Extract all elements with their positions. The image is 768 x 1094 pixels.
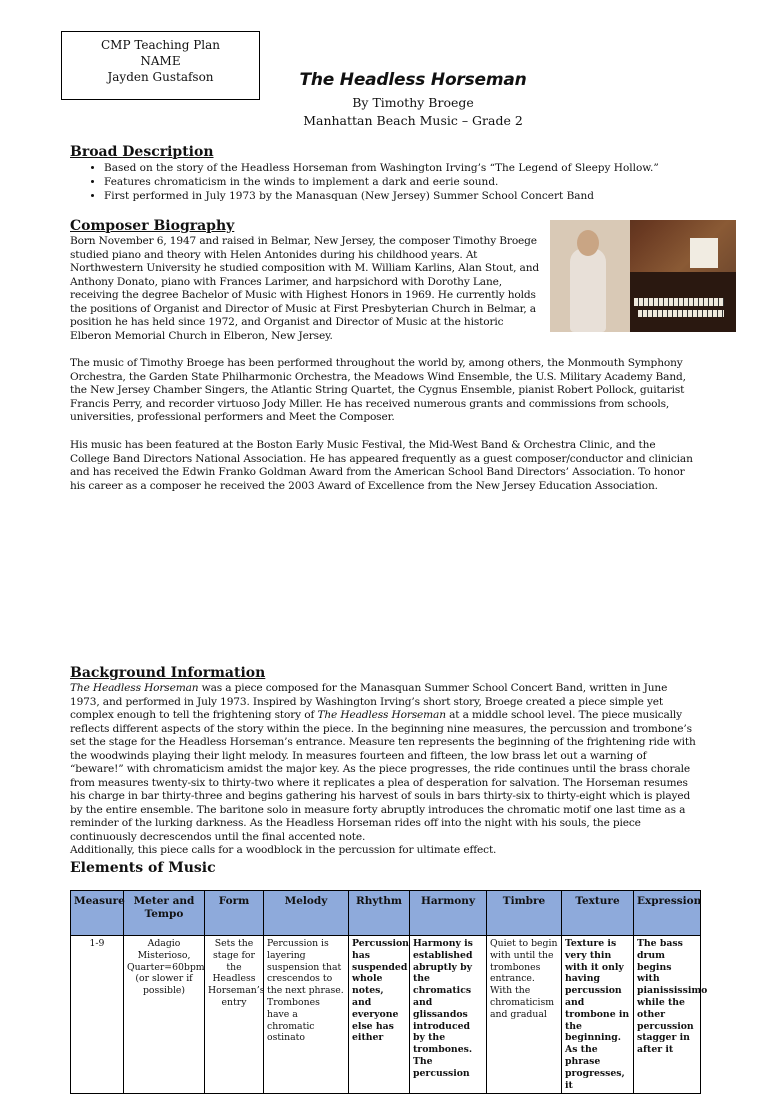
list-item: • First performed in July 1973 by the Manasquan (New Jersey) Summer School Concert Band [104, 189, 724, 203]
table-cell: Percussion has suspended whole notes, and everyone else has either [349, 936, 410, 1094]
plan-label: CMP Teaching Plan [101, 38, 220, 52]
background-paragraph [70, 682, 696, 858]
column-header: Form [205, 891, 264, 936]
table-cell: Percussion is layering suspension that crescendos to the next phrase. Trombones have a chromatic ostinato [264, 936, 349, 1094]
broad-description-heading: Broad Description [70, 144, 214, 160]
composer-biography-heading: Composer Biography [70, 218, 235, 234]
publisher-grade: Manhattan Beach Music – Grade 2 [303, 113, 523, 128]
list-item: • Based on the story of the Headless Horseman from Washington Irving’s “The Legend of Sleepy Hollow.” [104, 161, 724, 175]
table-cell: 1-9 [71, 936, 124, 1094]
table-cell: The bass drum begins with pianississimo while the other percussion stagger in after it [634, 936, 701, 1094]
column-header: Timbre [487, 891, 562, 936]
elements-of-music-heading: Elements of Music [70, 860, 216, 876]
table-cell: Harmony is established abruptly by the chromatics and glissandos introduced by the trombones. The percussion [410, 936, 487, 1094]
composer-photo [550, 220, 736, 332]
background-text-3: Additionally, this piece calls for a woodblock in the percussion for ultimate effect. [70, 844, 497, 856]
name-label: NAME [140, 54, 181, 68]
table-cell: Sets the stage for the Headless Horseman’s entry [205, 936, 264, 1094]
biography-paragraph-2: The music of Timothy Broege has been performed throughout the world by, among others, the Monmouth Symphony Orchestra, the Garden State Philharmonic Orchestra, the Meadows Wind Ensemble, the U.S. Military Academy Band, the New Jersey Chamber Singers, the Atlantic String Quartet, the Cygnus Ensemble, pianist Robert Pollock, guitarist Francis Perry, and recorder virtuoso Jody Miller. He has received numerous grants and commissions from schools, universities, professional performers and Meet the Composer. [70, 357, 686, 423]
background-text-2: at a middle school level. The piece musically reflects different aspects of the story within the piece. In the beginning nine measures, the percussion and trombone’s set the stage for the Headless Horseman’s entrance. Measure ten represents the beginning of the frightening ride with the woodwinds playing their light melody. In measures fourteen and fifteen, the low brass let out a warning of “beware!” with chromaticism amidst the major key. As the piece progresses, the ride continues until the brass chorale from measures twenty-six to thirty-two where it replicates a plea of desperation for salvation. The Horseman resumes his charge in bar thirty-three and begins gathering his harvest of souls in bars thirty-six to thirty-eight which is played by the entire ensemble. The baritone solo in measure forty abruptly introduces the chromatic motif one last time as a reminder of the lurking darkness. As the Headless Horseman rides off into the night with his souls, the piece continuously decrescendos until the final accented note. [70, 709, 696, 843]
document-title: The Headless Horseman [299, 70, 527, 90]
elements-of-music-table [70, 890, 708, 1094]
biography-paragraph-3: His music has been featured at the Boston Early Music Festival, the Mid-West Band & Orchestra Clinic, and the College Band Directors National Association. He has appeared frequently as a guest composer/conductor and clinician and has received the Edwin Franko Goldman Award from the American School Band Directors’ Association. To honor his career as a composer he received the 2003 Award of Excellence from the New Jersey Education Association. [70, 439, 693, 492]
column-header: Measure [71, 891, 124, 936]
table-row [71, 936, 701, 1094]
student-name: Jayden Gustafson [107, 70, 214, 84]
table-cell: Quiet to begin with until the trombones entrance. With the chromaticism and gradual [487, 936, 562, 1094]
table-header-row [71, 891, 701, 936]
column-header: Meter and Tempo [124, 891, 205, 936]
piece-title-italic: The Headless Horseman [70, 682, 199, 694]
table-cell: Texture is very thin with it only having percussion and trombone in the beginning. As the phrase progresses, it [562, 936, 634, 1094]
biography-paragraph-1: Born November 6, 1947 and raised in Belmar, New Jersey, the composer Timothy Broege studied piano and theory with Helen Antonides during his childhood years. At Northwestern University he studied composition with M. William Karlins, Alan Stout, and Anthony Donato, piano with Frances Larimer, and harpsichord with Dorothy Lane, receiving the degree Bachelor of Music with Highest Honors in 1969. He currently holds the positions of Organist and Director of Music at First Presbyterian Church in Belmar, a position he has held since 1972, and Organist and Director of Music at the historic Elberon Memorial Church in Elberon, New Jersey. [70, 235, 540, 342]
byline: By Timothy Broege [352, 95, 474, 110]
background-information-heading: Background Information [70, 665, 266, 681]
column-header: Harmony [410, 891, 487, 936]
column-header: Expression [634, 891, 701, 936]
list-item: • Features chromaticism in the winds to implement a dark and eerie sound. [104, 175, 724, 189]
broad-description-list [70, 161, 724, 203]
column-header: Melody [264, 891, 349, 936]
column-header: Texture [562, 891, 634, 936]
column-header: Rhythm [349, 891, 410, 936]
piece-title-italic: The Headless Horseman [317, 709, 446, 721]
background-text-1: was a piece composed for the Manasquan Summer School Concert Band, written in June 1973, and performed in July 1973. Inspired by Washington Irving’s short story, Broege created a piece simple yet complex enough to tell the frightening story of [70, 682, 668, 721]
table-cell: Adagio Misterioso, Quarter=60bpm (or slower if possible) [124, 936, 205, 1094]
